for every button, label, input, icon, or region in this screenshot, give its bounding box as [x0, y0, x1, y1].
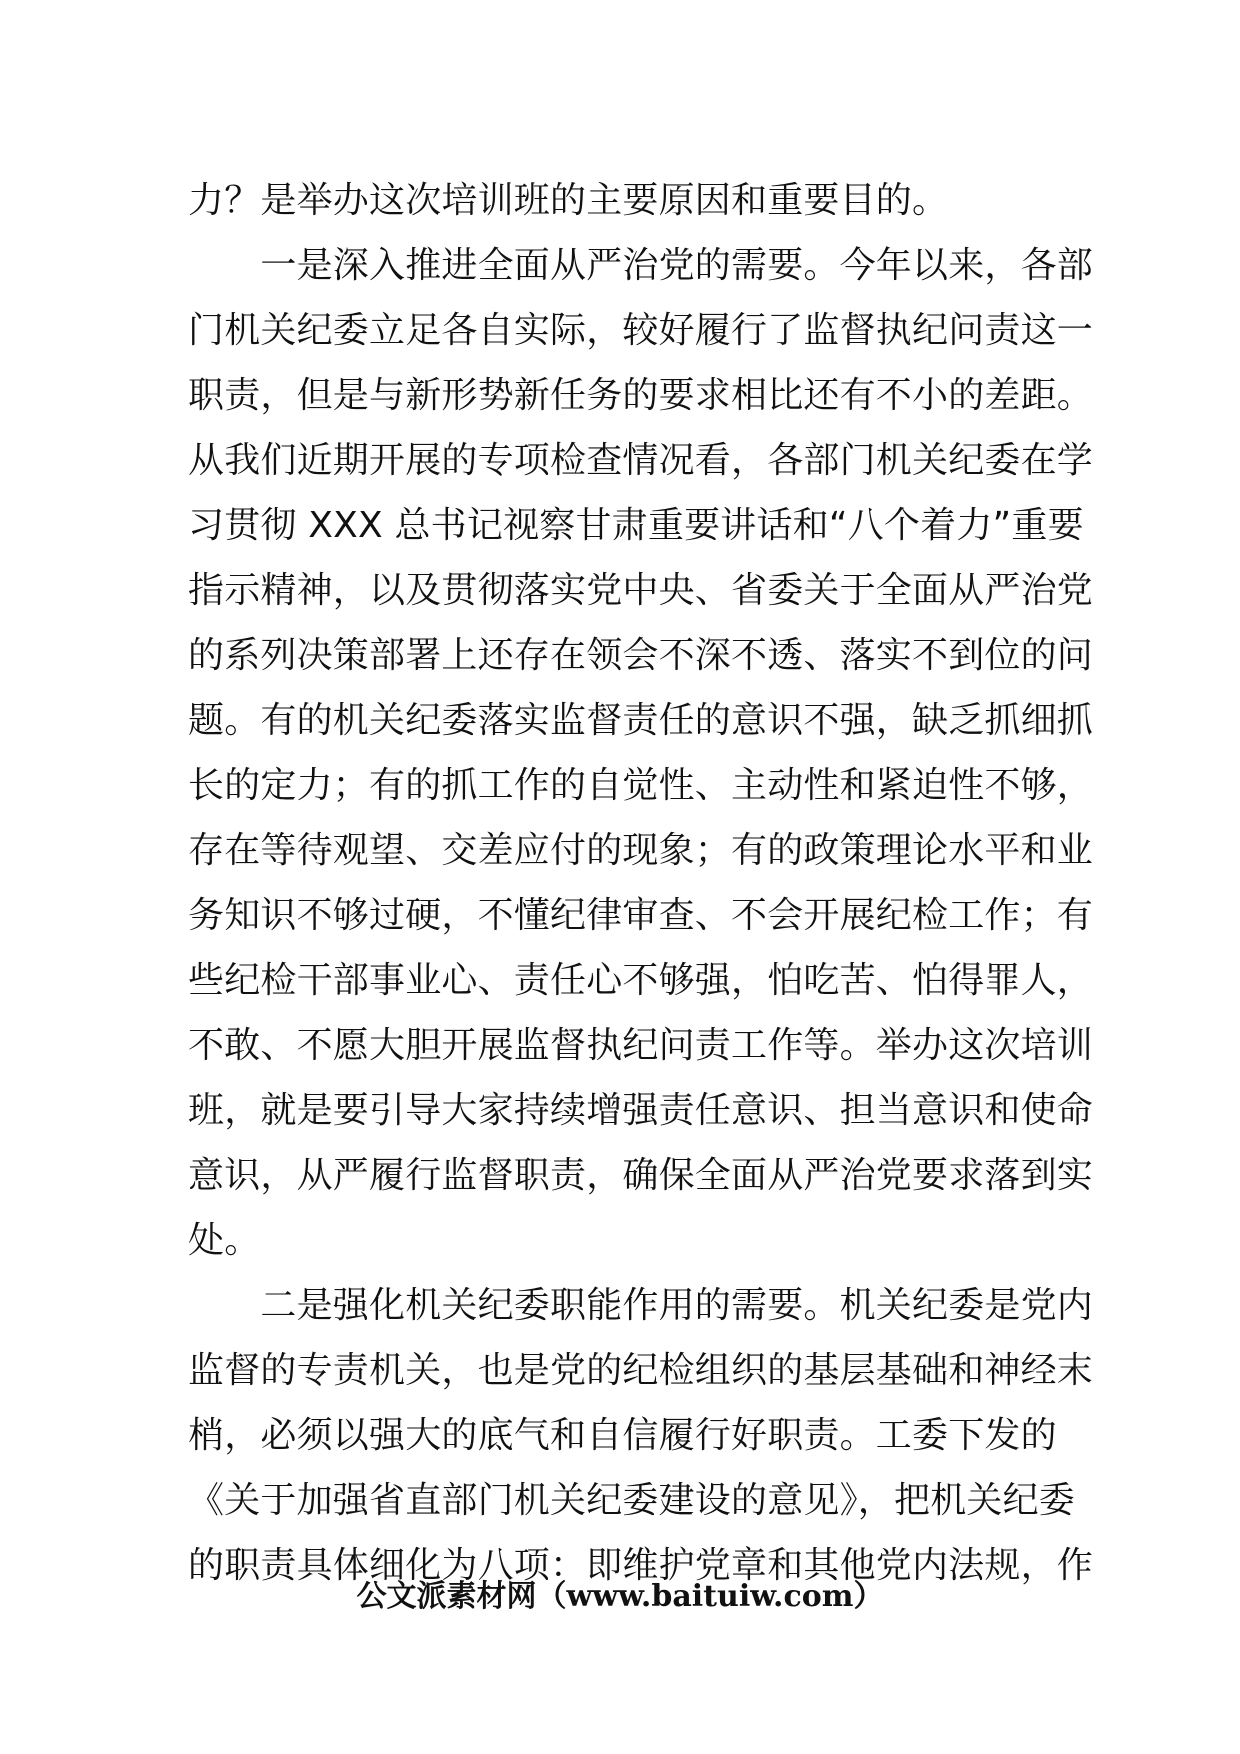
text-line: 存在等待观望、交差应付的现象；有的政策理论水平和业: [188, 830, 1094, 871]
text-line: 习贯彻 XXX 总书记视察甘肃重要讲话和“八个着力”重要: [188, 505, 1084, 546]
text-line: 监督的专责机关，也是党的纪检组织的基层基础和神经末: [188, 1350, 1094, 1391]
text-line: 不敢、不愿大胆开展监督执纪问责工作等。举办这次培训: [188, 1025, 1094, 1066]
text-line: 题。有的机关纪委落实监督责任的意识不强，缺乏抓细抓: [188, 700, 1094, 741]
text-line: 长的定力；有的抓工作的自觉性、主动性和紧迫性不够，: [188, 765, 1094, 806]
text-line: 门机关纪委立足各自实际，较好履行了监督执纪问责这一: [188, 310, 1094, 351]
text-line: 一是深入推进全面从严治党的需要。今年以来，各部: [188, 245, 1094, 286]
text-line: 意识，从严履行监督职责，确保全面从严治党要求落到实: [188, 1155, 1094, 1196]
text-line: 些纪检干部事业心、责任心不够强，怕吃苦、怕得罪人，: [188, 960, 1094, 1001]
text-line: 指示精神，以及贯彻落实党中央、省委关于全面从严治党: [188, 570, 1094, 611]
text-line: 《关于加强省直部门机关纪委建设的意见》，把机关纪委: [188, 1480, 1076, 1521]
footer-watermark: 公文派素材网（www.baituiw.com）: [356, 1579, 884, 1614]
text-line: 力？是举办这次培训班的主要原因和重要目的。: [188, 180, 949, 221]
text-line: 职责，但是与新形势新任务的要求相比还有不小的差距。: [188, 375, 1094, 416]
text-line: 务知识不够过硬，不懂纪律审查、不会开展纪检工作；有: [188, 895, 1094, 936]
text-line: 二是强化机关纪委职能作用的需要。机关纪委是党内: [188, 1285, 1094, 1326]
text-line: 处。: [188, 1220, 261, 1261]
text-line: 班，就是要引导大家持续增强责任意识、担当意识和使命: [188, 1090, 1094, 1131]
text-line: 的系列决策部署上还存在领会不深不透、落实不到位的问: [188, 635, 1094, 676]
text-line: 梢，必须以强大的底气和自信履行好职责。工委下发的: [188, 1415, 1057, 1456]
text-line: 从我们近期开展的专项检查情况看，各部门机关纪委在学: [188, 440, 1094, 481]
document-body: [188, 168, 1094, 1598]
text-line: 的职责具体细化为八项：即维护党章和其他党内法规，作: [188, 1545, 1094, 1586]
